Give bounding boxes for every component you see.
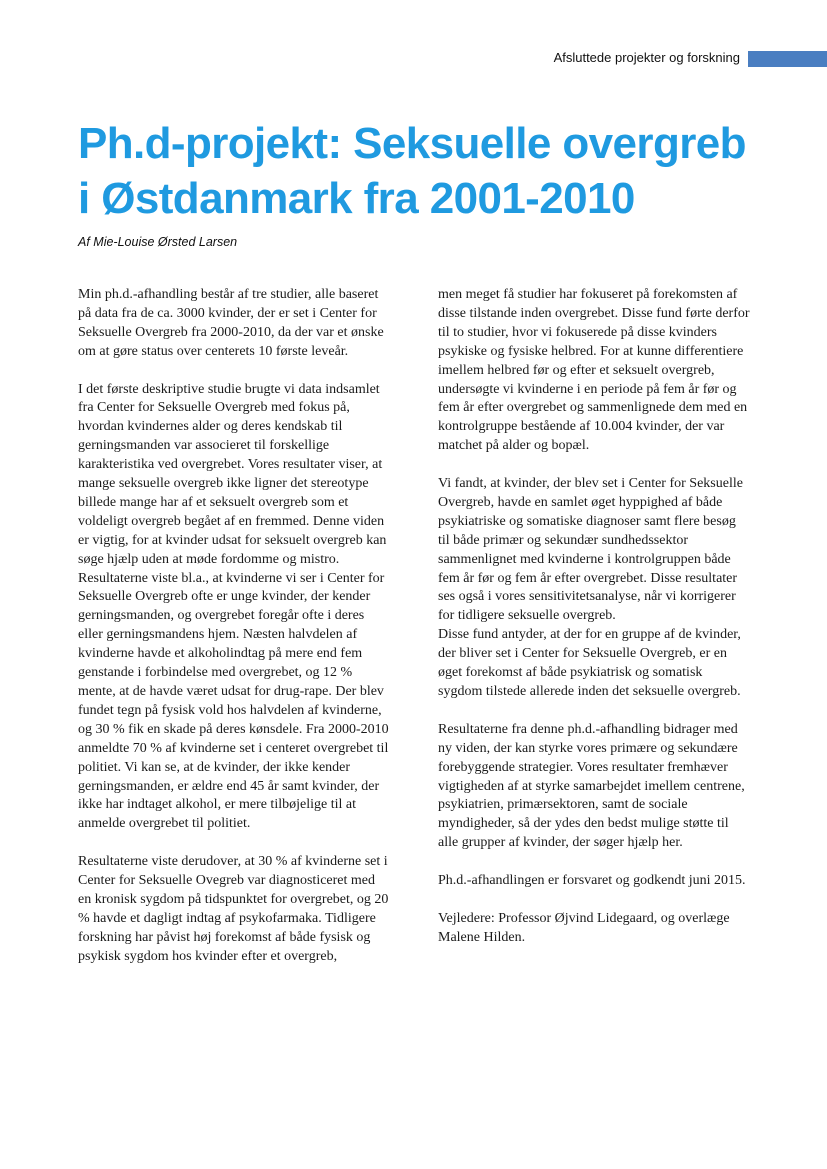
title-line-1: Ph.d-projekt: Seksuelle overgreb xyxy=(78,119,746,168)
paragraph: men meget få studier har fokuseret på forekomsten af disse tilstande inden overgrebet. Disse fund førte derfor til to studier, hvor vi fokuserede på disse kvinders psykiske og fysiske helbred. For at kunne differentiere imellem helbred før og efter et seksuelt overgreb, undersøgte vi kvinderne i en periode på fem år før og fem år efter overgrebet og sammenlignede dem med en kontrolgruppe bestående af 10.004 kvinder, der var matchet på alder og bopæl. xyxy=(438,287,750,454)
paragraph: Min ph.d.-afhandling består af tre studier, alle baseret på data fra de ca. 3000 kvinder, der er set i Center for Seksuelle Overgreb fra 2000-2010, da der var et ønske om at gøre status over centerets 10 første leveår. xyxy=(78,287,384,359)
paragraph: Vi fandt, at kvinder, der blev set i Center for Seksuelle Overgreb, havde en samlet øget hyppighed af både psykiatriske og somatiske diagnoser samt flere besøg til både primær og sekundær sundhedssektor sammenlignet med kvinderne i kontrolgruppen både fem år før og fem år efter overgrebet. Disse resultater ses også i vores sensitivitetsanalyse, når vi korrigerer for tidligere seksuelle overgreb. xyxy=(438,476,743,624)
article-title xyxy=(78,116,778,226)
paragraph: I det første deskriptive studie brugte vi data indsamlet fra Center for Seksuelle Overgreb med fokus på, hvordan kvindernes alder og deres kendskab til gerningsmanden var associeret til forskellige karakteristika ved overgrebet. Vores resultater viser, at mange seksuelle overgreb ikke ligner det stereotype billede mange har af et seksuelt overgreb som et voldeligt overgreb begået af en fremmed. Denne viden er vigtig, for at kvinder udsat for seksuelt overgreb kan søge hjælp uden at møde fordomme og mistro. Resultaterne viste bl.a., at kvinderne vi ser i Center for Seksuelle Overgreb ofte er unge kvinder, der kender gerningsmanden, og overgrebet foregår ofte i deres eller gerningsmandens hjem. Næsten halvdelen af kvinderne havde et alkoholindtag på mere end fem genstande i forbindelse med overgrebet, og 12 % mente, at de havde været udsat for drug-rape. Der blev fundet tegn på fysisk vold hos halvdelen af kvinderne, og 30 % fik en skade på deres kønsdele. Fra 2000-2010 anmeldte 70 % af kvinderne set i centeret overgrebet til politiet. Vi kan se, at de kvinder, der ikke kender gerningsmanden, er ældre end 45 år samt kvinder, der ikke har indtaget alkohol, er mere tilbøjelige til at anmelde overgrebet til politiet. xyxy=(78,381,389,832)
title-line-2: i Østdanmark fra 2001-2010 xyxy=(78,174,635,223)
header-accent-bar xyxy=(748,51,827,67)
paragraph: Ph.d.-afhandlingen er forsvaret og godkendt juni 2015. xyxy=(438,873,746,889)
supervisors-paragraph: Vejledere: Professor Øjvind Lidegaard, og overlæge Malene Hilden. xyxy=(438,910,730,945)
left-column xyxy=(78,286,390,985)
article-byline: Af Mie-Louise Ørsted Larsen xyxy=(78,235,238,249)
running-header: Afsluttede projekter og forskning xyxy=(553,50,740,65)
paragraph: Resultaterne viste derudover, at 30 % af kvinderne set i Center for Seksuelle Ovegreb var diagnosticeret med en kronisk sygdom på tidspunktet for overgrebet, og 20 % havde et dagligt indtag af psykofarmaka. Tidligere forskning har påvist høj forekomst af både fysisk og psykisk sygdom hos kvinder efter et overgreb, xyxy=(78,854,389,964)
paragraph: Disse fund antyder, at der for en gruppe af de kvinder, der bliver set i Center for Seksuelle Overgreb, er en øget forekomst af både psykiatrisk og somatisk sygdom tilstede allerede inden det seksuelle overgreb. xyxy=(438,627,741,700)
paragraph: Resultaterne fra denne ph.d.-afhandling bidrager med ny viden, der kan styrke vores primære og sekundære forebyggende strategier. Vores resultater fremhæver vigtigheden af at styrke samarbejdet imellem centrene, psykiatrien, primærsektoren, samt de sociale myndigheder, så der ydes den bedst mulige støtte til alle grupper af kvinder, der søger hjælp her. xyxy=(438,721,745,851)
right-column xyxy=(438,286,750,967)
